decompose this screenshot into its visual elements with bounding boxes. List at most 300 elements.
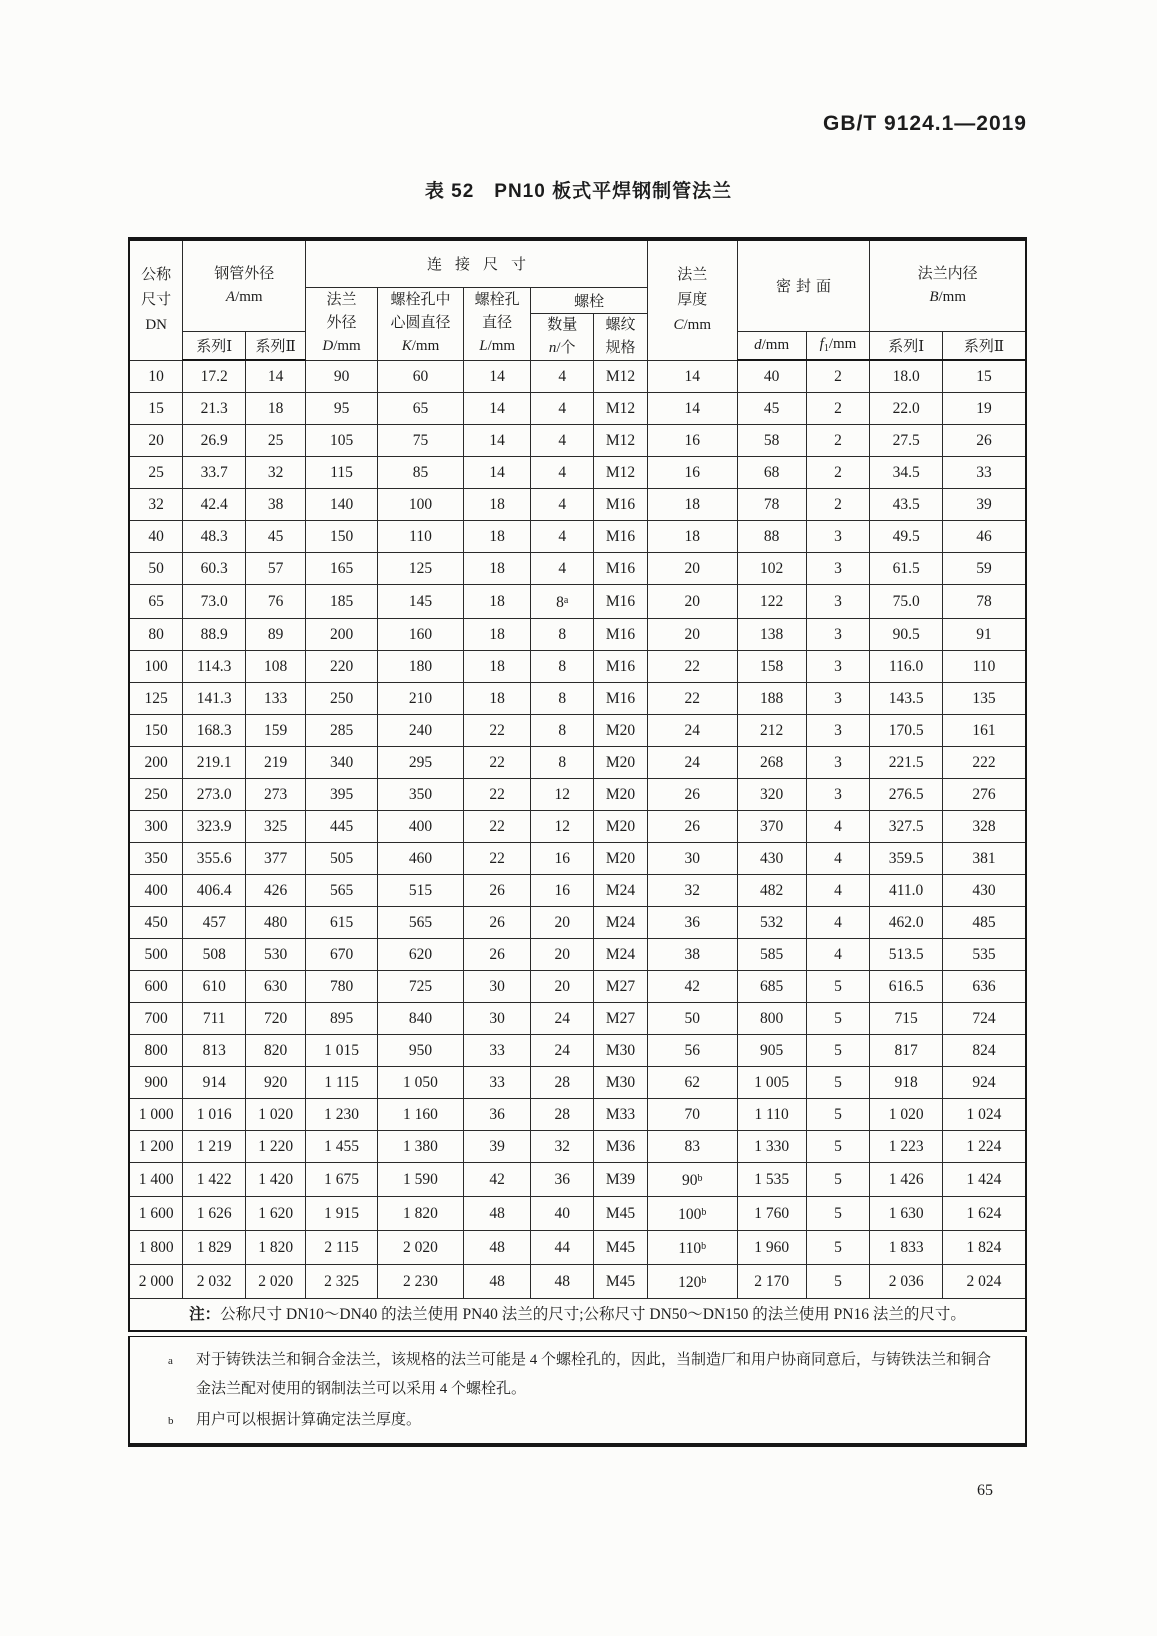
cell-seal-f1: 5 xyxy=(806,1131,870,1163)
cell-a-series2: 630 xyxy=(246,971,306,1003)
cell-bolt-circle: 620 xyxy=(377,939,463,971)
var-d: d xyxy=(754,336,762,353)
cell-a-series2: 57 xyxy=(246,553,306,585)
cell-a-series1: 168.3 xyxy=(183,715,246,747)
cell-bolt-circle: 1 820 xyxy=(377,1197,463,1231)
cell-thread: M24 xyxy=(594,939,648,971)
cell-a-series1: 33.7 xyxy=(183,457,246,489)
cell-bolt-circle: 2 230 xyxy=(377,1265,463,1299)
cell-bolt-circle: 295 xyxy=(377,747,463,779)
cell-a-series1: 914 xyxy=(183,1067,246,1099)
cell-bolt-circle: 725 xyxy=(377,971,463,1003)
cell-a-series2: 1 020 xyxy=(246,1099,306,1131)
cell-b-series1: 327.5 xyxy=(870,811,943,843)
cell-bolt-hole: 22 xyxy=(464,715,531,747)
cell-a-series2: 273 xyxy=(246,779,306,811)
cell-dn: 15 xyxy=(129,393,183,425)
cell-seal-f1: 2 xyxy=(806,360,870,393)
cell-seal-d: 1 330 xyxy=(737,1131,806,1163)
cell-seal-d: 212 xyxy=(737,715,806,747)
cell-thickness: 20 xyxy=(647,553,737,585)
cell-seal-d: 138 xyxy=(737,619,806,651)
cell-seal-f1: 5 xyxy=(806,1003,870,1035)
cell-a-series2: 133 xyxy=(246,683,306,715)
col-header-bolt-circle: 螺栓孔中 心圆直径 K/mm xyxy=(377,287,463,360)
cell-a-series1: 1 219 xyxy=(183,1131,246,1163)
cell-seal-f1: 5 xyxy=(806,1163,870,1197)
cell-bolt-qty: 20 xyxy=(531,971,594,1003)
cell-bolt-hole: 48 xyxy=(464,1197,531,1231)
cell-seal-f1: 3 xyxy=(806,553,870,585)
cell-seal-d: 45 xyxy=(737,393,806,425)
cell-b-series1: 411.0 xyxy=(870,875,943,907)
table-row xyxy=(129,1265,1026,1299)
cell-a-series1: 2 032 xyxy=(183,1265,246,1299)
cell-thread: M33 xyxy=(594,1099,648,1131)
cell-a-series2: 1 420 xyxy=(246,1163,306,1197)
cell-b-series2: 1 224 xyxy=(942,1131,1026,1163)
table-container xyxy=(128,237,1027,1447)
cell-seal-d: 122 xyxy=(737,585,806,619)
cell-a-series2: 14 xyxy=(246,360,306,393)
cell-flange-od: 185 xyxy=(306,585,378,619)
cell-seal-d: 268 xyxy=(737,747,806,779)
cell-bolt-qty: 8 xyxy=(531,747,594,779)
cell-b-series1: 817 xyxy=(870,1035,943,1067)
cell-flange-od: 615 xyxy=(306,907,378,939)
cell-seal-f1: 2 xyxy=(806,393,870,425)
footnote-a xyxy=(130,1346,991,1404)
cell-b-series1: 1 630 xyxy=(870,1197,943,1231)
table-row xyxy=(129,683,1026,715)
cell-thickness: 20 xyxy=(647,585,737,619)
cell-bolt-qty: 28 xyxy=(531,1099,594,1131)
cell-flange-od: 340 xyxy=(306,747,378,779)
cell-seal-d: 532 xyxy=(737,907,806,939)
col-header-bolt: 螺栓 xyxy=(531,287,648,313)
cell-thread: M16 xyxy=(594,585,648,619)
cell-a-series2: 1 220 xyxy=(246,1131,306,1163)
cell-a-series1: 406.4 xyxy=(183,875,246,907)
cell-flange-od: 90 xyxy=(306,360,378,393)
cell-b-series1: 116.0 xyxy=(870,651,943,683)
cell-flange-od: 165 xyxy=(306,553,378,585)
cell-thread: M16 xyxy=(594,489,648,521)
cell-thread: M39 xyxy=(594,1163,648,1197)
cell-seal-f1: 2 xyxy=(806,457,870,489)
var-A: A xyxy=(225,288,236,305)
table-row xyxy=(129,715,1026,747)
cell-a-series2: 89 xyxy=(246,619,306,651)
cell-seal-d: 585 xyxy=(737,939,806,971)
cell-flange-od: 565 xyxy=(306,875,378,907)
cell-bolt-circle: 75 xyxy=(377,425,463,457)
cell-b-series2: 135 xyxy=(942,683,1026,715)
cell-seal-d: 40 xyxy=(737,360,806,393)
table-header xyxy=(129,239,1026,360)
cell-dn: 50 xyxy=(129,553,183,585)
cell-seal-d: 905 xyxy=(737,1035,806,1067)
cell-thickness: 36 xyxy=(647,907,737,939)
cell-thickness: 18 xyxy=(647,489,737,521)
cell-a-series1: 711 xyxy=(183,1003,246,1035)
cell-thickness: 14 xyxy=(647,360,737,393)
cell-seal-f1: 3 xyxy=(806,521,870,553)
cell-a-series2: 76 xyxy=(246,585,306,619)
cell-thickness: 18 xyxy=(647,521,737,553)
cell-seal-d: 800 xyxy=(737,1003,806,1035)
cell-seal-d: 68 xyxy=(737,457,806,489)
cell-thread: M12 xyxy=(594,360,648,393)
cell-seal-d: 1 760 xyxy=(737,1197,806,1231)
cell-dn: 32 xyxy=(129,489,183,521)
cell-bolt-qty: 48 xyxy=(531,1265,594,1299)
cell-thickness: 50 xyxy=(647,1003,737,1035)
cell-b-series2: 328 xyxy=(942,811,1026,843)
cell-flange-od: 2 325 xyxy=(306,1265,378,1299)
note-row xyxy=(129,1299,1026,1332)
cell-bolt-hole: 26 xyxy=(464,907,531,939)
cell-b-series2: 1 024 xyxy=(942,1099,1026,1131)
cell-bolt-qty: 4 xyxy=(531,489,594,521)
table-row xyxy=(129,843,1026,875)
cell-thread: M45 xyxy=(594,1231,648,1265)
flange-dimensions-table xyxy=(128,237,1027,1332)
cell-bolt-hole: 14 xyxy=(464,457,531,489)
cell-dn: 200 xyxy=(129,747,183,779)
cell-b-series1: 918 xyxy=(870,1067,943,1099)
cell-a-series1: 114.3 xyxy=(183,651,246,683)
cell-a-series2: 2 020 xyxy=(246,1265,306,1299)
cell-seal-f1: 3 xyxy=(806,619,870,651)
cell-b-series1: 143.5 xyxy=(870,683,943,715)
cell-a-series1: 1 016 xyxy=(183,1099,246,1131)
cell-b-series2: 46 xyxy=(942,521,1026,553)
cell-seal-d: 1 960 xyxy=(737,1231,806,1265)
cell-bolt-circle: 180 xyxy=(377,651,463,683)
cell-bolt-hole: 14 xyxy=(464,393,531,425)
cell-flange-od: 1 455 xyxy=(306,1131,378,1163)
cell-b-series1: 1 426 xyxy=(870,1163,943,1197)
cell-seal-f1: 5 xyxy=(806,1265,870,1299)
cell-a-series2: 530 xyxy=(246,939,306,971)
cell-thickness: 32 xyxy=(647,875,737,907)
cell-b-series1: 18.0 xyxy=(870,360,943,393)
table-row xyxy=(129,619,1026,651)
cell-thickness: 20 xyxy=(647,619,737,651)
cell-b-series2: 1 424 xyxy=(942,1163,1026,1197)
var-K: K xyxy=(401,338,412,354)
cell-thickness: 90$^b$ xyxy=(647,1163,737,1197)
cell-seal-d: 188 xyxy=(737,683,806,715)
cell-seal-f1: 3 xyxy=(806,715,870,747)
cell-seal-f1: 5 xyxy=(806,1067,870,1099)
cell-thread: M20 xyxy=(594,843,648,875)
cell-thickness: 100$^b$ xyxy=(647,1197,737,1231)
table-row xyxy=(129,651,1026,683)
cell-b-series1: 1 223 xyxy=(870,1131,943,1163)
table-row xyxy=(129,1197,1026,1231)
cell-b-series1: 43.5 xyxy=(870,489,943,521)
cell-a-series1: 42.4 xyxy=(183,489,246,521)
cell-a-series2: 1 820 xyxy=(246,1231,306,1265)
cell-seal-f1: 3 xyxy=(806,779,870,811)
cell-b-series2: 430 xyxy=(942,875,1026,907)
cell-b-series1: 90.5 xyxy=(870,619,943,651)
cell-seal-d: 482 xyxy=(737,875,806,907)
cell-thickness: 42 xyxy=(647,971,737,1003)
cell-b-series1: 61.5 xyxy=(870,553,943,585)
cell-flange-od: 95 xyxy=(306,393,378,425)
cell-dn: 1 600 xyxy=(129,1197,183,1231)
cell-b-series2: 222 xyxy=(942,747,1026,779)
cell-flange-od: 895 xyxy=(306,1003,378,1035)
cell-bolt-circle: 1 380 xyxy=(377,1131,463,1163)
cell-dn: 400 xyxy=(129,875,183,907)
cell-a-series2: 32 xyxy=(246,457,306,489)
cell-bolt-qty: 16 xyxy=(531,843,594,875)
cell-b-series1: 2 036 xyxy=(870,1265,943,1299)
cell-flange-od: 1 015 xyxy=(306,1035,378,1067)
cell-flange-od: 445 xyxy=(306,811,378,843)
cell-seal-d: 320 xyxy=(737,779,806,811)
cell-b-series2: 33 xyxy=(942,457,1026,489)
cell-thread: M20 xyxy=(594,715,648,747)
cell-bolt-circle: 240 xyxy=(377,715,463,747)
var-C: C xyxy=(673,316,684,333)
cell-thread: M16 xyxy=(594,619,648,651)
table-row xyxy=(129,457,1026,489)
cell-a-series1: 457 xyxy=(183,907,246,939)
cell-seal-f1: 5 xyxy=(806,1099,870,1131)
cell-a-series2: 920 xyxy=(246,1067,306,1099)
cell-flange-od: 220 xyxy=(306,651,378,683)
cell-b-series2: 1 824 xyxy=(942,1231,1026,1265)
table-row xyxy=(129,393,1026,425)
cell-a-series1: 1 829 xyxy=(183,1231,246,1265)
cell-thread: M20 xyxy=(594,811,648,843)
cell-flange-od: 1 115 xyxy=(306,1067,378,1099)
cell-dn: 125 xyxy=(129,683,183,715)
cell-a-series1: 355.6 xyxy=(183,843,246,875)
cell-seal-f1: 3 xyxy=(806,747,870,779)
cell-b-series1: 27.5 xyxy=(870,425,943,457)
cell-flange-od: 105 xyxy=(306,425,378,457)
table-row xyxy=(129,360,1026,393)
table-title: 表 52 PN10 板式平焊钢制管法兰 xyxy=(424,181,733,202)
col-header-series1-a: 系列Ⅰ xyxy=(183,331,246,360)
var-L: L xyxy=(479,338,488,354)
col-header-dn: 公称 尺寸 DN xyxy=(129,239,183,360)
cell-dn: 300 xyxy=(129,811,183,843)
cell-bolt-circle: 400 xyxy=(377,811,463,843)
col-header-connection: 连接尺寸 xyxy=(306,239,648,287)
cell-dn: 40 xyxy=(129,521,183,553)
cell-thread: M27 xyxy=(594,971,648,1003)
cell-dn: 10 xyxy=(129,360,183,393)
cell-flange-od: 200 xyxy=(306,619,378,651)
cell-dn: 2 000 xyxy=(129,1265,183,1299)
note-label: 注： xyxy=(189,1306,221,1323)
cell-bolt-qty: 40 xyxy=(531,1197,594,1231)
cell-thread: M36 xyxy=(594,1131,648,1163)
cell-bolt-qty: 8 xyxy=(531,683,594,715)
var-B: B xyxy=(929,288,939,305)
cell-a-series2: 325 xyxy=(246,811,306,843)
cell-bolt-hole: 42 xyxy=(464,1163,531,1197)
cell-a-series2: 159 xyxy=(246,715,306,747)
cell-thickness: 24 xyxy=(647,747,737,779)
cell-thickness: 16 xyxy=(647,457,737,489)
cell-bolt-circle: 460 xyxy=(377,843,463,875)
cell-thread: M12 xyxy=(594,457,648,489)
cell-thickness: 56 xyxy=(647,1035,737,1067)
footnote-b-text: 用户可以根据计算确定法兰厚度。 xyxy=(196,1412,422,1428)
col-header-series1-b: 系列Ⅰ xyxy=(870,331,943,360)
cell-b-series1: 715 xyxy=(870,1003,943,1035)
cell-bolt-circle: 65 xyxy=(377,393,463,425)
cell-b-series2: 91 xyxy=(942,619,1026,651)
cell-b-series2: 161 xyxy=(942,715,1026,747)
cell-dn: 450 xyxy=(129,907,183,939)
cell-seal-d: 1 110 xyxy=(737,1099,806,1131)
cell-thread: M24 xyxy=(594,907,648,939)
cell-seal-d: 1 535 xyxy=(737,1163,806,1197)
cell-a-series1: 60.3 xyxy=(183,553,246,585)
cell-a-series1: 48.3 xyxy=(183,521,246,553)
cell-a-series2: 377 xyxy=(246,843,306,875)
table-row xyxy=(129,1231,1026,1265)
cell-b-series2: 535 xyxy=(942,939,1026,971)
cell-a-series1: 219.1 xyxy=(183,747,246,779)
cell-b-series1: 616.5 xyxy=(870,971,943,1003)
cell-bolt-qty: 44 xyxy=(531,1231,594,1265)
cell-seal-d: 102 xyxy=(737,553,806,585)
col-header-d: d/mm xyxy=(737,331,806,360)
cell-b-series2: 924 xyxy=(942,1067,1026,1099)
cell-b-series2: 824 xyxy=(942,1035,1026,1067)
cell-thread: M12 xyxy=(594,425,648,457)
cell-dn: 1 000 xyxy=(129,1099,183,1131)
cell-bolt-qty: 36 xyxy=(531,1163,594,1197)
cell-a-series1: 1 422 xyxy=(183,1163,246,1197)
cell-bolt-circle: 1 590 xyxy=(377,1163,463,1197)
table-row xyxy=(129,1035,1026,1067)
cell-thickness: 26 xyxy=(647,779,737,811)
cell-dn: 100 xyxy=(129,651,183,683)
cell-thread: M30 xyxy=(594,1067,648,1099)
cell-seal-f1: 2 xyxy=(806,489,870,521)
cell-b-series1: 221.5 xyxy=(870,747,943,779)
cell-b-series1: 75.0 xyxy=(870,585,943,619)
cell-dn: 80 xyxy=(129,619,183,651)
cell-flange-od: 140 xyxy=(306,489,378,521)
cell-seal-f1: 4 xyxy=(806,811,870,843)
cell-bolt-hole: 18 xyxy=(464,651,531,683)
cell-flange-od: 1 675 xyxy=(306,1163,378,1197)
cell-bolt-qty: 12 xyxy=(531,779,594,811)
table-row xyxy=(129,875,1026,907)
cell-seal-f1: 5 xyxy=(806,971,870,1003)
cell-thread: M16 xyxy=(594,651,648,683)
cell-b-series1: 1 020 xyxy=(870,1099,943,1131)
cell-dn: 1 400 xyxy=(129,1163,183,1197)
cell-dn: 900 xyxy=(129,1067,183,1099)
cell-dn: 1 200 xyxy=(129,1131,183,1163)
footnotes-box xyxy=(128,1336,1027,1447)
col-header-thickness: 法兰 厚度 C/mm xyxy=(647,239,737,360)
cell-thickness: 16 xyxy=(647,425,737,457)
cell-a-series1: 323.9 xyxy=(183,811,246,843)
cell-thread: M45 xyxy=(594,1265,648,1299)
cell-bolt-circle: 515 xyxy=(377,875,463,907)
footnote-a-text: 对于铸铁法兰和铜合金法兰，该规格的法兰可能是 4 个螺栓孔的，因此，当制造厂和用户协商同意后，与铸铁法兰和铜合金法兰配对使用的钢制法兰可以采用 4 个螺栓孔。 xyxy=(196,1352,992,1397)
col-header-series2-a: 系列Ⅱ xyxy=(246,331,306,360)
cell-bolt-circle: 110 xyxy=(377,521,463,553)
cell-a-series1: 21.3 xyxy=(183,393,246,425)
cell-seal-f1: 5 xyxy=(806,1231,870,1265)
cell-bolt-circle: 160 xyxy=(377,619,463,651)
cell-a-series1: 26.9 xyxy=(183,425,246,457)
cell-a-series2: 38 xyxy=(246,489,306,521)
cell-bolt-qty: 24 xyxy=(531,1035,594,1067)
cell-b-series2: 19 xyxy=(942,393,1026,425)
cell-dn: 25 xyxy=(129,457,183,489)
cell-bolt-hole: 14 xyxy=(464,425,531,457)
cell-bolt-hole: 48 xyxy=(464,1231,531,1265)
cell-b-series2: 15 xyxy=(942,360,1026,393)
cell-thickness: 62 xyxy=(647,1067,737,1099)
cell-a-series1: 508 xyxy=(183,939,246,971)
table-row xyxy=(129,425,1026,457)
cell-a-series1: 141.3 xyxy=(183,683,246,715)
var-n: n xyxy=(548,339,557,356)
col-header-bolt-thread: 螺纹 规格 xyxy=(594,313,648,360)
cell-bolt-circle: 60 xyxy=(377,360,463,393)
cell-b-series1: 22.0 xyxy=(870,393,943,425)
cell-a-series1: 88.9 xyxy=(183,619,246,651)
cell-bolt-hole: 22 xyxy=(464,843,531,875)
cell-dn: 1 800 xyxy=(129,1231,183,1265)
cell-flange-od: 2 115 xyxy=(306,1231,378,1265)
table-row xyxy=(129,1003,1026,1035)
cell-bolt-circle: 840 xyxy=(377,1003,463,1035)
cell-bolt-hole: 48 xyxy=(464,1265,531,1299)
cell-dn: 700 xyxy=(129,1003,183,1035)
cell-dn: 500 xyxy=(129,939,183,971)
cell-seal-f1: 3 xyxy=(806,585,870,619)
cell-a-series2: 18 xyxy=(246,393,306,425)
col-header-sealing: 密封面 xyxy=(737,239,870,331)
table-note xyxy=(130,1299,1025,1330)
cell-thickness: 24 xyxy=(647,715,737,747)
col-header-flange-od: 法兰 外径 D/mm xyxy=(306,287,378,360)
table-row xyxy=(129,811,1026,843)
cell-flange-od: 395 xyxy=(306,779,378,811)
cell-bolt-qty: 24 xyxy=(531,1003,594,1035)
cell-b-series2: 381 xyxy=(942,843,1026,875)
table-row xyxy=(129,907,1026,939)
cell-bolt-qty: 4 xyxy=(531,553,594,585)
cell-b-series2: 1 624 xyxy=(942,1197,1026,1231)
cell-a-series1: 610 xyxy=(183,971,246,1003)
cell-seal-d: 78 xyxy=(737,489,806,521)
cell-bolt-qty: 4 xyxy=(531,360,594,393)
cell-seal-f1: 3 xyxy=(806,683,870,715)
table-row xyxy=(129,1131,1026,1163)
cell-bolt-hole: 18 xyxy=(464,489,531,521)
cell-bolt-qty: 8$^a$ xyxy=(531,585,594,619)
